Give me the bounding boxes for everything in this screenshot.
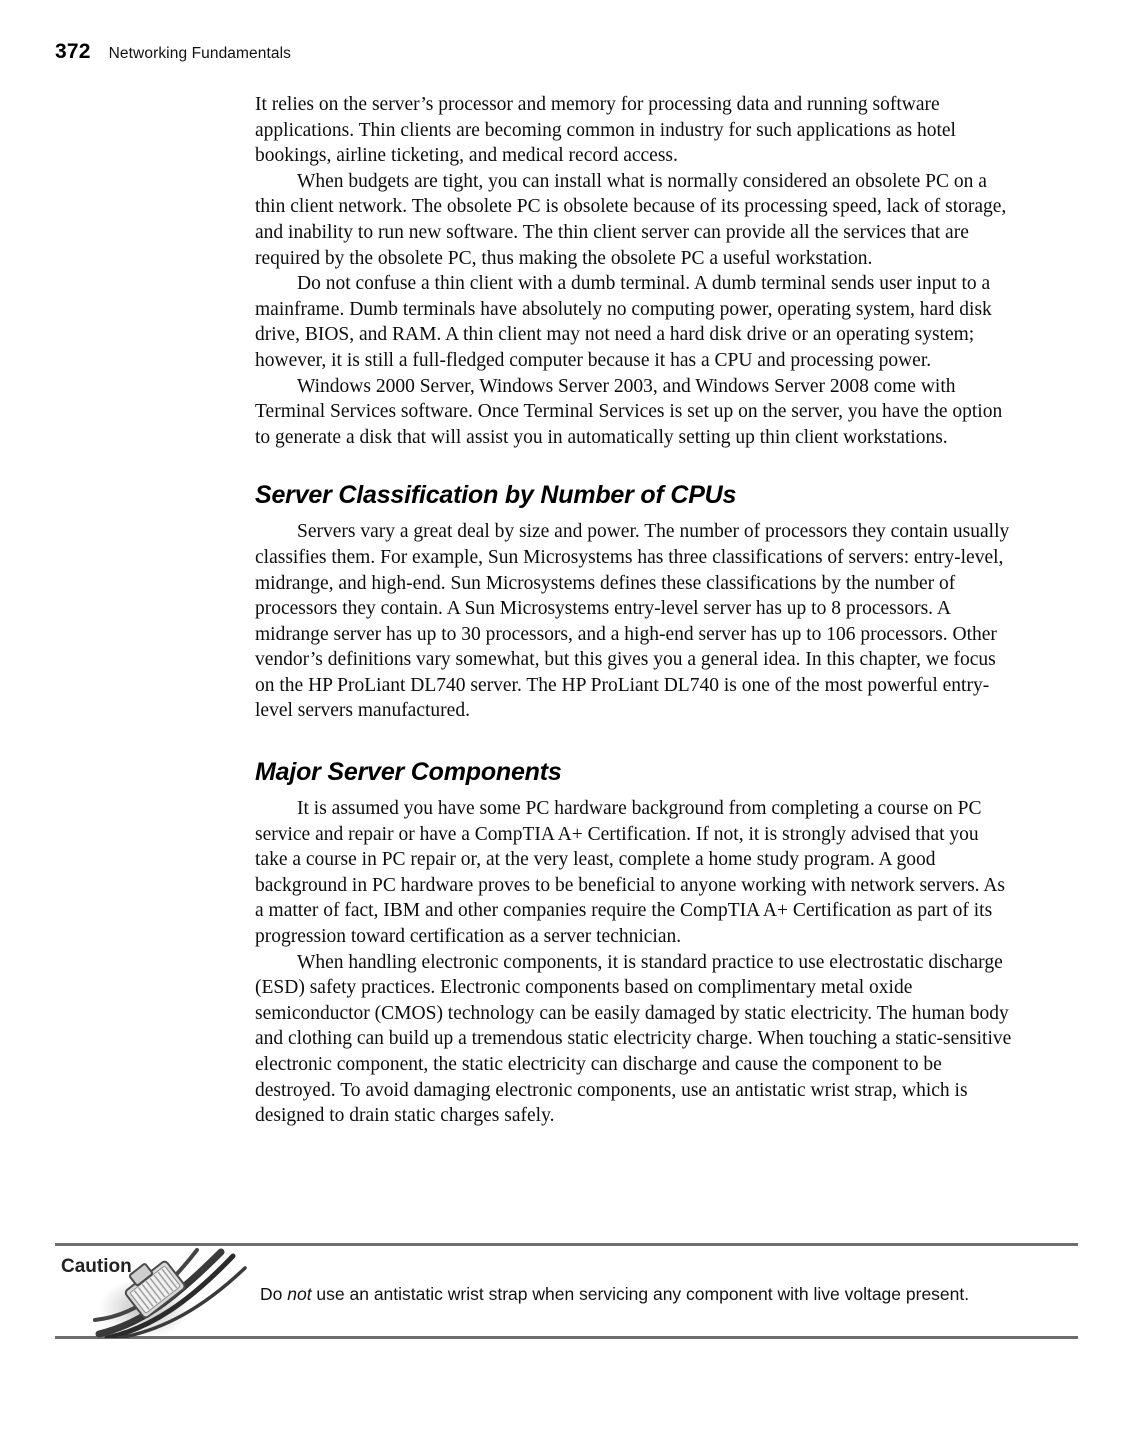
caution-box [55, 1243, 1078, 1339]
page-number: 372 [55, 40, 91, 63]
book-title: Networking Fundamentals [108, 45, 291, 62]
caution-text [260, 1283, 1074, 1305]
body-column [255, 92, 1013, 1129]
section-heading-major-server-components: Major Server Components [255, 758, 562, 787]
paragraph: It is assumed you have some PC hardware background from completing a course on PC service and repair or have a CompTIA A+ Certification. If not, it is strongly advised that you take a course in PC repair or, at the very least, complete a home study program. A good background in PC hardware proves to be beneficial to anyone working with network servers. As a matter of fact, IBM and other companies require the CompTIA A+ Certification as part of its progression toward certification as a server technician. [255, 798, 1006, 948]
caution-text-emphasis: not [287, 1284, 312, 1304]
paragraph: Do not confuse a thin client with a dumb terminal. A dumb terminal sends user input to a mainframe. Dumb terminals have absolutely no computing power, operating system, hard disk drive, BIOS, and RAM. A thin client may not need a hard disk drive or an operating system; however, it is still a full-fledged computer because it has a CPU and processing power. [255, 273, 992, 371]
section-heading-server-classification: Server Classification by Number of CPUs [255, 481, 737, 510]
paragraph: Windows 2000 Server, Windows Server 2003, and Windows Server 2008 come with Terminal Services software. Once Terminal Services is set up on the server, you have the option to generate a disk that will assist you in automatically setting up thin client workstations. [255, 375, 1003, 448]
running-header [55, 40, 291, 64]
caution-label: Caution [61, 1256, 132, 1277]
caution-text-before: Do [260, 1284, 288, 1304]
paragraph: Servers vary a great deal by size and power. The number of processors they contain usually classifies them. For example, Sun Microsystems has three classifications of servers: entry-level, midrange, and high-end. Sun Microsystems defines these classifications by the number of processors they contain. A Sun Microsystems entry-level server has up to 8 processors. A midrange server has up to 30 processors, and a high-end server has up to 106 processors. Other vendor’s definitions vary somewhat, but this gives you a general idea. In this chapter, we focus on the HP ProLiant DL740 server. The HP ProLiant DL740 is one of the most powerful entry-level servers manufactured. [255, 521, 1010, 722]
paragraph: It relies on the server’s processor and memory for processing data and running software applications. Thin clients are becoming common in industry for such applications as hotel bookings, airline ticketing, and medical record access. [255, 94, 956, 167]
paragraph: When handling electronic components, it is standard practice to use electrostatic discharge (ESD) safety practices. Electronic components based on complimentary metal oxide semiconductor (CMOS) technology can be easily damaged by static electricity. The human body and clothing can build up a tremendous static electricity charge. When touching a static-sensitive electronic component, the static electricity can discharge and cause the component to be destroyed. To avoid damaging electronic components, use an antistatic wrist strap, which is designed to drain static charges safely. [255, 951, 1012, 1127]
caution-text-after: use an antistatic wrist strap when servicing any component with live voltage present. [311, 1284, 970, 1304]
paragraph: When budgets are tight, you can install what is normally considered an obsolete PC on a thin client network. The obsolete PC is obsolete because of its processing speed, lack of storage, and inability to run new software. The thin client server can provide all the services that are required by the obsolete PC, thus making the obsolete PC a useful workstation. [255, 170, 1007, 269]
